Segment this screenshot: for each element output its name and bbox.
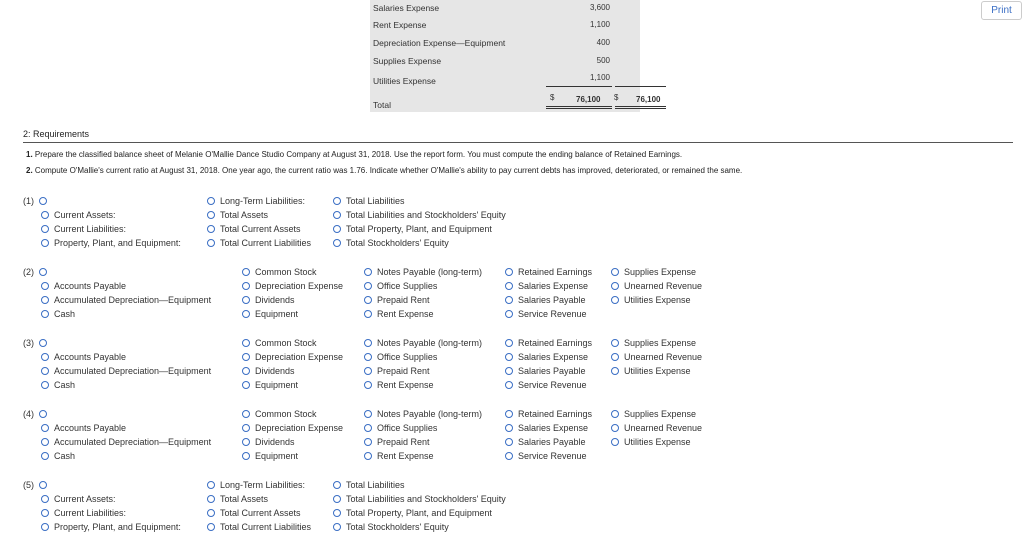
radio-icon[interactable] — [41, 495, 49, 503]
radio-icon[interactable] — [611, 424, 619, 432]
debit-currency: $ — [550, 93, 555, 102]
option-label: Utilities Expense — [624, 437, 691, 447]
option-label: Property, Plant, and Equipment: — [54, 238, 181, 248]
option-label: Current Assets: — [54, 494, 116, 504]
radio-option[interactable] — [505, 409, 592, 419]
radio-icon[interactable] — [242, 381, 250, 389]
radio-option[interactable] — [505, 267, 592, 277]
option-label: Notes Payable (long-term) — [377, 267, 483, 277]
group-3-label — [23, 338, 52, 348]
option-label: Total Stockholders' Equity — [346, 238, 449, 248]
radio-option[interactable] — [41, 437, 211, 447]
radio-option[interactable] — [41, 423, 126, 433]
option-label: Rent Expense — [377, 451, 434, 461]
requirement-1 — [26, 150, 682, 159]
option-label: Accounts Payable — [54, 352, 127, 362]
radio-icon[interactable] — [333, 523, 341, 531]
tb-row-value: 1,100 — [589, 73, 610, 82]
radio-option[interactable] — [333, 210, 506, 220]
option-label: Rent Expense — [377, 380, 434, 390]
radio-option[interactable] — [505, 309, 587, 319]
radio-option[interactable] — [333, 224, 492, 234]
option-label: Dividends — [255, 366, 295, 376]
option-label: Total Liabilities and Stockholders' Equity — [346, 210, 506, 220]
radio-icon[interactable] — [41, 310, 49, 318]
radio-option[interactable] — [364, 281, 437, 291]
requirement-1-number: 1. — [26, 150, 33, 159]
radio-option[interactable] — [364, 267, 482, 277]
option-label: Accounts Payable — [54, 281, 127, 291]
option-label: Accumulated Depreciation—Equipment — [54, 437, 212, 447]
radio-option[interactable] — [364, 309, 434, 319]
debit-total: 76,100 — [576, 95, 601, 104]
radio-option[interactable] — [611, 352, 702, 362]
radio-option[interactable] — [364, 366, 430, 376]
radio-icon[interactable] — [611, 296, 619, 304]
option-label: Current Liabilities: — [54, 508, 127, 518]
option-label: Long-Term Liabilities: — [220, 196, 306, 206]
option-label: Equipment — [255, 309, 299, 319]
radio-option[interactable] — [242, 423, 343, 433]
radio-icon[interactable] — [207, 211, 215, 219]
radio-icon[interactable] — [505, 367, 513, 375]
option-label: Total Property, Plant, and Equipment — [346, 508, 492, 518]
option-label: Retained Earnings — [518, 409, 593, 419]
radio-icon[interactable] — [41, 452, 49, 460]
radio-option[interactable] — [611, 437, 691, 447]
radio-option[interactable] — [242, 380, 298, 390]
radio-option[interactable] — [41, 451, 75, 461]
tb-row-value: 400 — [596, 38, 610, 47]
radio-option[interactable] — [364, 380, 434, 390]
tb-row-label: Supplies Expense — [373, 56, 442, 66]
radio-icon[interactable] — [505, 282, 513, 290]
radio-icon[interactable] — [333, 239, 341, 247]
radio-option[interactable] — [207, 196, 305, 206]
radio-icon[interactable] — [611, 410, 619, 418]
radio-icon[interactable] — [41, 353, 49, 361]
radio-icon[interactable] — [611, 438, 619, 446]
option-label: Current Assets: — [54, 210, 116, 220]
radio-option[interactable] — [611, 409, 696, 419]
radio-option[interactable] — [41, 210, 116, 220]
debit-double-underline — [546, 106, 612, 107]
radio-option[interactable] — [333, 196, 405, 206]
debit-double-underline — [546, 108, 612, 109]
tb-row-label: Rent Expense — [373, 20, 427, 30]
option-label: Common Stock — [255, 338, 317, 348]
option-label: Total Assets — [220, 210, 269, 220]
radio-icon[interactable] — [207, 197, 215, 205]
radio-option[interactable] — [242, 366, 295, 376]
option-label: Service Revenue — [518, 309, 587, 319]
radio-option[interactable] — [505, 423, 588, 433]
option-label: Salaries Expense — [518, 423, 589, 433]
radio-option[interactable] — [207, 480, 305, 490]
credit-double-underline — [615, 108, 666, 109]
option-label: Equipment — [255, 451, 299, 461]
option-label: Accounts Payable — [54, 423, 127, 433]
credit-double-underline — [615, 106, 666, 107]
radio-blank[interactable] — [39, 197, 47, 205]
option-label: Common Stock — [255, 267, 317, 277]
radio-option[interactable] — [611, 295, 691, 305]
radio-option[interactable] — [41, 309, 75, 319]
radio-option[interactable] — [242, 267, 317, 277]
option-label: Total Liabilities — [346, 196, 405, 206]
radio-icon[interactable] — [207, 481, 215, 489]
radio-icon[interactable] — [242, 353, 250, 361]
option-label: Office Supplies — [377, 352, 438, 362]
radio-icon[interactable] — [242, 296, 250, 304]
option-label: Service Revenue — [518, 380, 587, 390]
radio-option[interactable] — [364, 295, 430, 305]
option-label: Cash — [54, 451, 76, 461]
radio-icon[interactable] — [611, 268, 619, 276]
radio-option[interactable] — [242, 338, 317, 348]
radio-option[interactable] — [41, 508, 126, 518]
option-label: Salaries Payable — [518, 437, 586, 447]
option-label: Total Current Assets — [220, 224, 301, 234]
group-number: (1) — [23, 196, 34, 206]
radio-option[interactable] — [41, 224, 126, 234]
credit-total: 76,100 — [636, 95, 661, 104]
radio-icon[interactable] — [41, 438, 49, 446]
radio-option[interactable] — [505, 338, 592, 348]
radio-icon[interactable] — [41, 381, 49, 389]
option-label: Office Supplies — [377, 423, 438, 433]
radio-icon[interactable] — [364, 367, 372, 375]
radio-icon[interactable] — [242, 410, 250, 418]
requirement-2-number: 2. — [26, 166, 33, 175]
radio-icon[interactable] — [242, 452, 250, 460]
radio-option[interactable] — [333, 508, 492, 518]
option-label: Dividends — [255, 295, 295, 305]
radio-option[interactable] — [505, 366, 586, 376]
option-label: Total Stockholders' Equity — [346, 522, 449, 532]
radio-icon[interactable] — [505, 310, 513, 318]
radio-option[interactable] — [364, 409, 482, 419]
radio-icon[interactable] — [364, 438, 372, 446]
radio-icon[interactable] — [505, 296, 513, 304]
option-label: Total Current Liabilities — [220, 522, 312, 532]
option-label: Prepaid Rent — [377, 295, 430, 305]
radio-icon[interactable] — [364, 268, 372, 276]
option-label: Supplies Expense — [624, 338, 697, 348]
group-5-label — [23, 480, 52, 490]
radio-option[interactable] — [41, 522, 181, 532]
radio-icon[interactable] — [505, 424, 513, 432]
radio-icon[interactable] — [41, 367, 49, 375]
radio-option[interactable] — [242, 295, 295, 305]
radio-option[interactable] — [611, 267, 696, 277]
option-label: Dividends — [255, 437, 295, 447]
radio-option[interactable] — [41, 295, 211, 305]
option-label: Utilities Expense — [624, 366, 691, 376]
radio-icon[interactable] — [611, 282, 619, 290]
option-label: Unearned Revenue — [624, 423, 703, 433]
option-label: Total Current Assets — [220, 508, 301, 518]
radio-option[interactable] — [41, 238, 181, 248]
option-label: Retained Earnings — [518, 267, 593, 277]
radio-icon[interactable] — [242, 438, 250, 446]
debit-underline — [546, 86, 612, 87]
radio-option[interactable] — [242, 409, 317, 419]
radio-icon[interactable] — [333, 225, 341, 233]
group-number: (4) — [23, 409, 34, 419]
radio-option[interactable] — [242, 451, 298, 461]
group-2-label — [23, 267, 52, 277]
option-label: Office Supplies — [377, 281, 438, 291]
tb-row-value: 500 — [596, 56, 610, 65]
radio-option[interactable] — [364, 423, 437, 433]
radio-icon[interactable] — [41, 211, 49, 219]
option-label: Notes Payable (long-term) — [377, 338, 483, 348]
group-number: (5) — [23, 480, 34, 490]
requirements-divider — [23, 142, 1013, 143]
option-label: Cash — [54, 309, 76, 319]
option-label: Total Current Liabilities — [220, 238, 312, 248]
radio-option[interactable] — [207, 522, 311, 532]
radio-option[interactable] — [333, 494, 506, 504]
option-label: Total Property, Plant, and Equipment — [346, 224, 492, 234]
radio-icon[interactable] — [333, 481, 341, 489]
option-label: Retained Earnings — [518, 338, 593, 348]
radio-option[interactable] — [611, 423, 702, 433]
option-label: Unearned Revenue — [624, 352, 703, 362]
group-4-label — [23, 409, 52, 419]
radio-option[interactable] — [41, 366, 211, 376]
radio-option[interactable] — [364, 451, 434, 461]
radio-icon[interactable] — [505, 339, 513, 347]
option-label: Utilities Expense — [624, 295, 691, 305]
radio-option[interactable] — [364, 338, 482, 348]
radio-option[interactable] — [207, 494, 268, 504]
radio-option[interactable] — [242, 309, 298, 319]
tb-row-label: Utilities Expense — [373, 76, 436, 86]
radio-option[interactable] — [333, 522, 449, 532]
requirements-heading: 2: Requirements — [23, 129, 90, 139]
total-label: Total — [373, 100, 391, 110]
radio-icon[interactable] — [41, 424, 49, 432]
tb-row-value: 1,100 — [589, 20, 610, 29]
print-button[interactable]: Print — [981, 1, 1022, 20]
radio-option[interactable] — [207, 238, 311, 248]
radio-option[interactable] — [242, 281, 343, 291]
radio-icon[interactable] — [364, 296, 372, 304]
radio-option[interactable] — [505, 281, 588, 291]
option-label: Equipment — [255, 380, 299, 390]
option-label: Service Revenue — [518, 451, 587, 461]
radio-icon[interactable] — [364, 381, 372, 389]
radio-option[interactable] — [333, 480, 405, 490]
credit-currency: $ — [614, 93, 619, 102]
radio-icon[interactable] — [207, 495, 215, 503]
option-label: Salaries Expense — [518, 281, 589, 291]
option-label: Notes Payable (long-term) — [377, 409, 483, 419]
group-number: (2) — [23, 267, 34, 277]
radio-icon[interactable] — [41, 225, 49, 233]
option-label: Total Assets — [220, 494, 269, 504]
option-label: Unearned Revenue — [624, 281, 703, 291]
radio-icon[interactable] — [242, 367, 250, 375]
radio-icon[interactable] — [364, 410, 372, 418]
radio-icon[interactable] — [364, 452, 372, 460]
option-label: Depreciation Expense — [255, 423, 344, 433]
radio-option[interactable] — [611, 338, 696, 348]
radio-icon[interactable] — [333, 211, 341, 219]
radio-icon[interactable] — [333, 509, 341, 517]
credit-underline — [615, 86, 666, 87]
radio-blank[interactable] — [39, 410, 47, 418]
requirement-2-text: Compute O'Mallie's current ratio at August 31, 2018. One year ago, the current ratio was 1.76. Indicate whether O'Mallie's ability to pay current debts has improved, deteriorated, or remained the same. — [34, 166, 743, 175]
radio-icon[interactable] — [207, 225, 215, 233]
option-label: Rent Expense — [377, 309, 434, 319]
radio-icon[interactable] — [364, 282, 372, 290]
radio-icon[interactable] — [505, 452, 513, 460]
radio-option[interactable] — [207, 508, 301, 518]
radio-icon[interactable] — [207, 239, 215, 247]
radio-icon[interactable] — [242, 282, 250, 290]
tb-row-value: 3,600 — [589, 3, 610, 12]
option-label: Depreciation Expense — [255, 352, 344, 362]
radio-icon[interactable] — [611, 367, 619, 375]
radio-option[interactable] — [333, 238, 449, 248]
radio-blank[interactable] — [39, 339, 47, 347]
radio-option[interactable] — [364, 437, 430, 447]
option-label: Salaries Expense — [518, 352, 589, 362]
radio-icon[interactable] — [611, 339, 619, 347]
radio-icon[interactable] — [505, 268, 513, 276]
option-label: Current Liabilities: — [54, 224, 127, 234]
radio-option[interactable] — [242, 352, 343, 362]
option-label: Total Liabilities and Stockholders' Equity — [346, 494, 506, 504]
tb-row-label: Depreciation Expense—Equipment — [373, 38, 506, 48]
option-label: Cash — [54, 380, 76, 390]
option-label: Supplies Expense — [624, 409, 697, 419]
radio-option[interactable] — [242, 437, 295, 447]
radio-icon[interactable] — [364, 310, 372, 318]
option-label: Accumulated Depreciation—Equipment — [54, 295, 212, 305]
option-label: Common Stock — [255, 409, 317, 419]
radio-icon[interactable] — [505, 438, 513, 446]
option-label: Property, Plant, and Equipment: — [54, 522, 181, 532]
radio-option[interactable] — [611, 366, 691, 376]
radio-icon[interactable] — [207, 509, 215, 517]
radio-icon[interactable] — [41, 509, 49, 517]
radio-option[interactable] — [364, 352, 437, 362]
radio-icon[interactable] — [333, 197, 341, 205]
option-label: Salaries Payable — [518, 366, 586, 376]
radio-option[interactable] — [505, 451, 587, 461]
radio-icon[interactable] — [41, 523, 49, 531]
radio-option[interactable] — [41, 352, 126, 362]
radio-icon[interactable] — [364, 339, 372, 347]
radio-option[interactable] — [41, 380, 75, 390]
radio-icon[interactable] — [242, 424, 250, 432]
option-label: Salaries Payable — [518, 295, 586, 305]
radio-icon[interactable] — [41, 239, 49, 247]
radio-option[interactable] — [41, 281, 126, 291]
option-label: Supplies Expense — [624, 267, 697, 277]
radio-icon[interactable] — [333, 495, 341, 503]
radio-option[interactable] — [505, 295, 586, 305]
option-label: Prepaid Rent — [377, 437, 430, 447]
radio-blank[interactable] — [39, 268, 47, 276]
radio-icon[interactable] — [505, 353, 513, 361]
option-label: Depreciation Expense — [255, 281, 344, 291]
requirement-1-text: Prepare the classified balance sheet of Melanie O'Mallie Dance Studio Company at August 31, 2018. Use the report form. You must compute the ending balance of Retained Earnings. — [34, 150, 683, 159]
option-label: Long-Term Liabilities: — [220, 480, 306, 490]
radio-icon[interactable] — [242, 268, 250, 276]
option-label: Total Liabilities — [346, 480, 405, 490]
radio-option[interactable] — [41, 494, 116, 504]
radio-icon[interactable] — [505, 410, 513, 418]
requirement-2 — [26, 166, 742, 175]
radio-option[interactable] — [505, 352, 588, 362]
radio-icon[interactable] — [364, 424, 372, 432]
option-label: Accumulated Depreciation—Equipment — [54, 366, 212, 376]
radio-option[interactable] — [611, 281, 702, 291]
option-label: Prepaid Rent — [377, 366, 430, 376]
radio-icon[interactable] — [41, 282, 49, 290]
radio-icon[interactable] — [41, 296, 49, 304]
radio-icon[interactable] — [505, 381, 513, 389]
radio-option[interactable] — [207, 210, 268, 220]
radio-option[interactable] — [505, 437, 586, 447]
radio-option[interactable] — [207, 224, 301, 234]
radio-icon[interactable] — [207, 523, 215, 531]
radio-icon[interactable] — [242, 310, 250, 318]
trial-balance-table — [370, 0, 666, 112]
radio-icon[interactable] — [242, 339, 250, 347]
radio-blank[interactable] — [39, 481, 47, 489]
radio-icon[interactable] — [364, 353, 372, 361]
group-number: (3) — [23, 338, 34, 348]
radio-icon[interactable] — [611, 353, 619, 361]
tb-row-label: Salaries Expense — [373, 3, 440, 13]
group-1-label — [23, 196, 52, 206]
radio-option[interactable] — [505, 380, 587, 390]
